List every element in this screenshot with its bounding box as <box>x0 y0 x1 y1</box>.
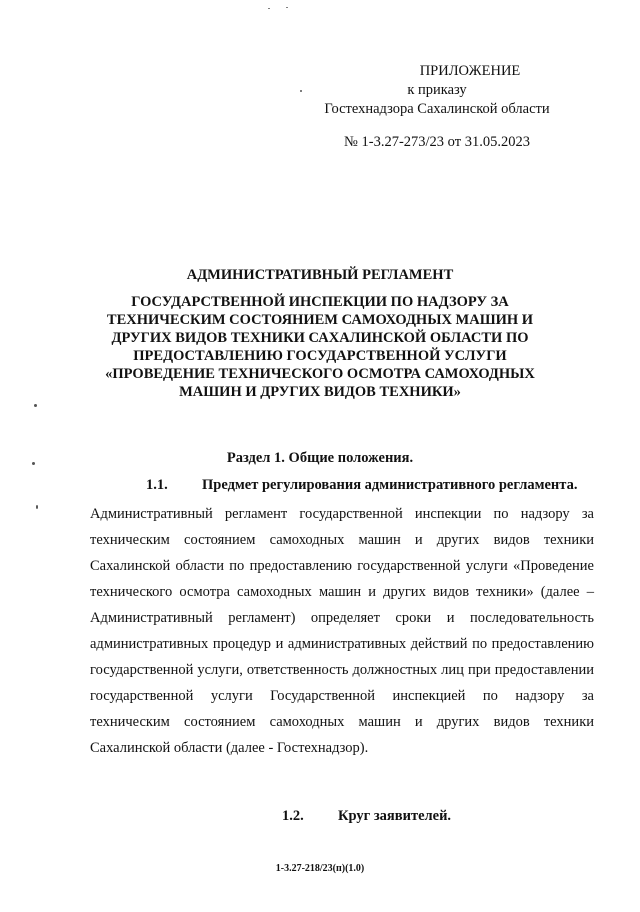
scan-speck <box>286 7 288 8</box>
subsection-1-1-heading <box>146 477 577 494</box>
to-order-label: к приказу <box>407 82 467 98</box>
subsection-title: Круг заявителей. <box>338 808 452 824</box>
title-subtitle: ГОСУДАРСТВЕННОЙ ИНСПЕКЦИИ ПО НАДЗОРУ ЗА ТЕХНИЧЕСКИМ СОСТОЯНИЕМ САМОХОДНЫХ МАШИН И ДРУГИХ ВИДОВ ТЕХНИКИ САХАЛИНСКОЙ ОБЛАСТИ ПО ПРЕДОСТАВЛЕНИЮ ГОСУДАРСТВЕННОЙ УСЛУГИ «ПРОВЕДЕНИЕ ТЕХНИЧЕСКОГО ОСМОТРА САМОХОДНЫХ МАШИН И ДРУГИХ ВИДОВ ТЕХНИКИ» <box>105 294 535 400</box>
authority-name: Гостехнадзора Сахалинской области <box>324 101 550 117</box>
approval-header <box>312 62 562 152</box>
document-code-footer: 1-3.27-218/23(п)(1.0) <box>275 863 365 874</box>
subsection-title: Предмет регулирования административного регламента. <box>202 477 578 493</box>
document-title <box>100 266 540 401</box>
scan-speck <box>32 462 35 465</box>
scan-speck <box>34 404 37 407</box>
order-number: № 1-3.27-273/23 от 31.05.2023 <box>344 134 530 150</box>
subsection-number: 1.2. <box>282 808 304 824</box>
subsection-1-2-heading <box>282 808 451 825</box>
section-1-heading: Раздел 1. Общие положения. <box>226 450 414 466</box>
scan-speck <box>268 8 270 9</box>
body-paragraph: Административный регламент государственной инспекции по надзору за техническим состоянием самоходных машин и других видов техники Сахалинской области по предоставлению государственной услуги «Проведение технического осмотра самоходных машин и других видов техники» (далее – Административный регламент) определяет сроки и последовательность административных процедур и административных действий по предоставлению государственной услуги, ответственность должностных лиц при предоставлении государственной услуги Государственной инспекцией по надзору за техническим состоянием самоходных машин и других видов техники Сахалинской области (далее - Гостехнадзор). <box>90 506 594 756</box>
scan-speck <box>300 90 302 92</box>
appendix-label: ПРИЛОЖЕНИЕ <box>419 63 521 79</box>
title-main: АДМИНИСТРАТИВНЫЙ РЕГЛАМЕНТ <box>186 267 454 283</box>
scan-speck <box>36 505 38 509</box>
subsection-number: 1.1. <box>146 477 168 493</box>
